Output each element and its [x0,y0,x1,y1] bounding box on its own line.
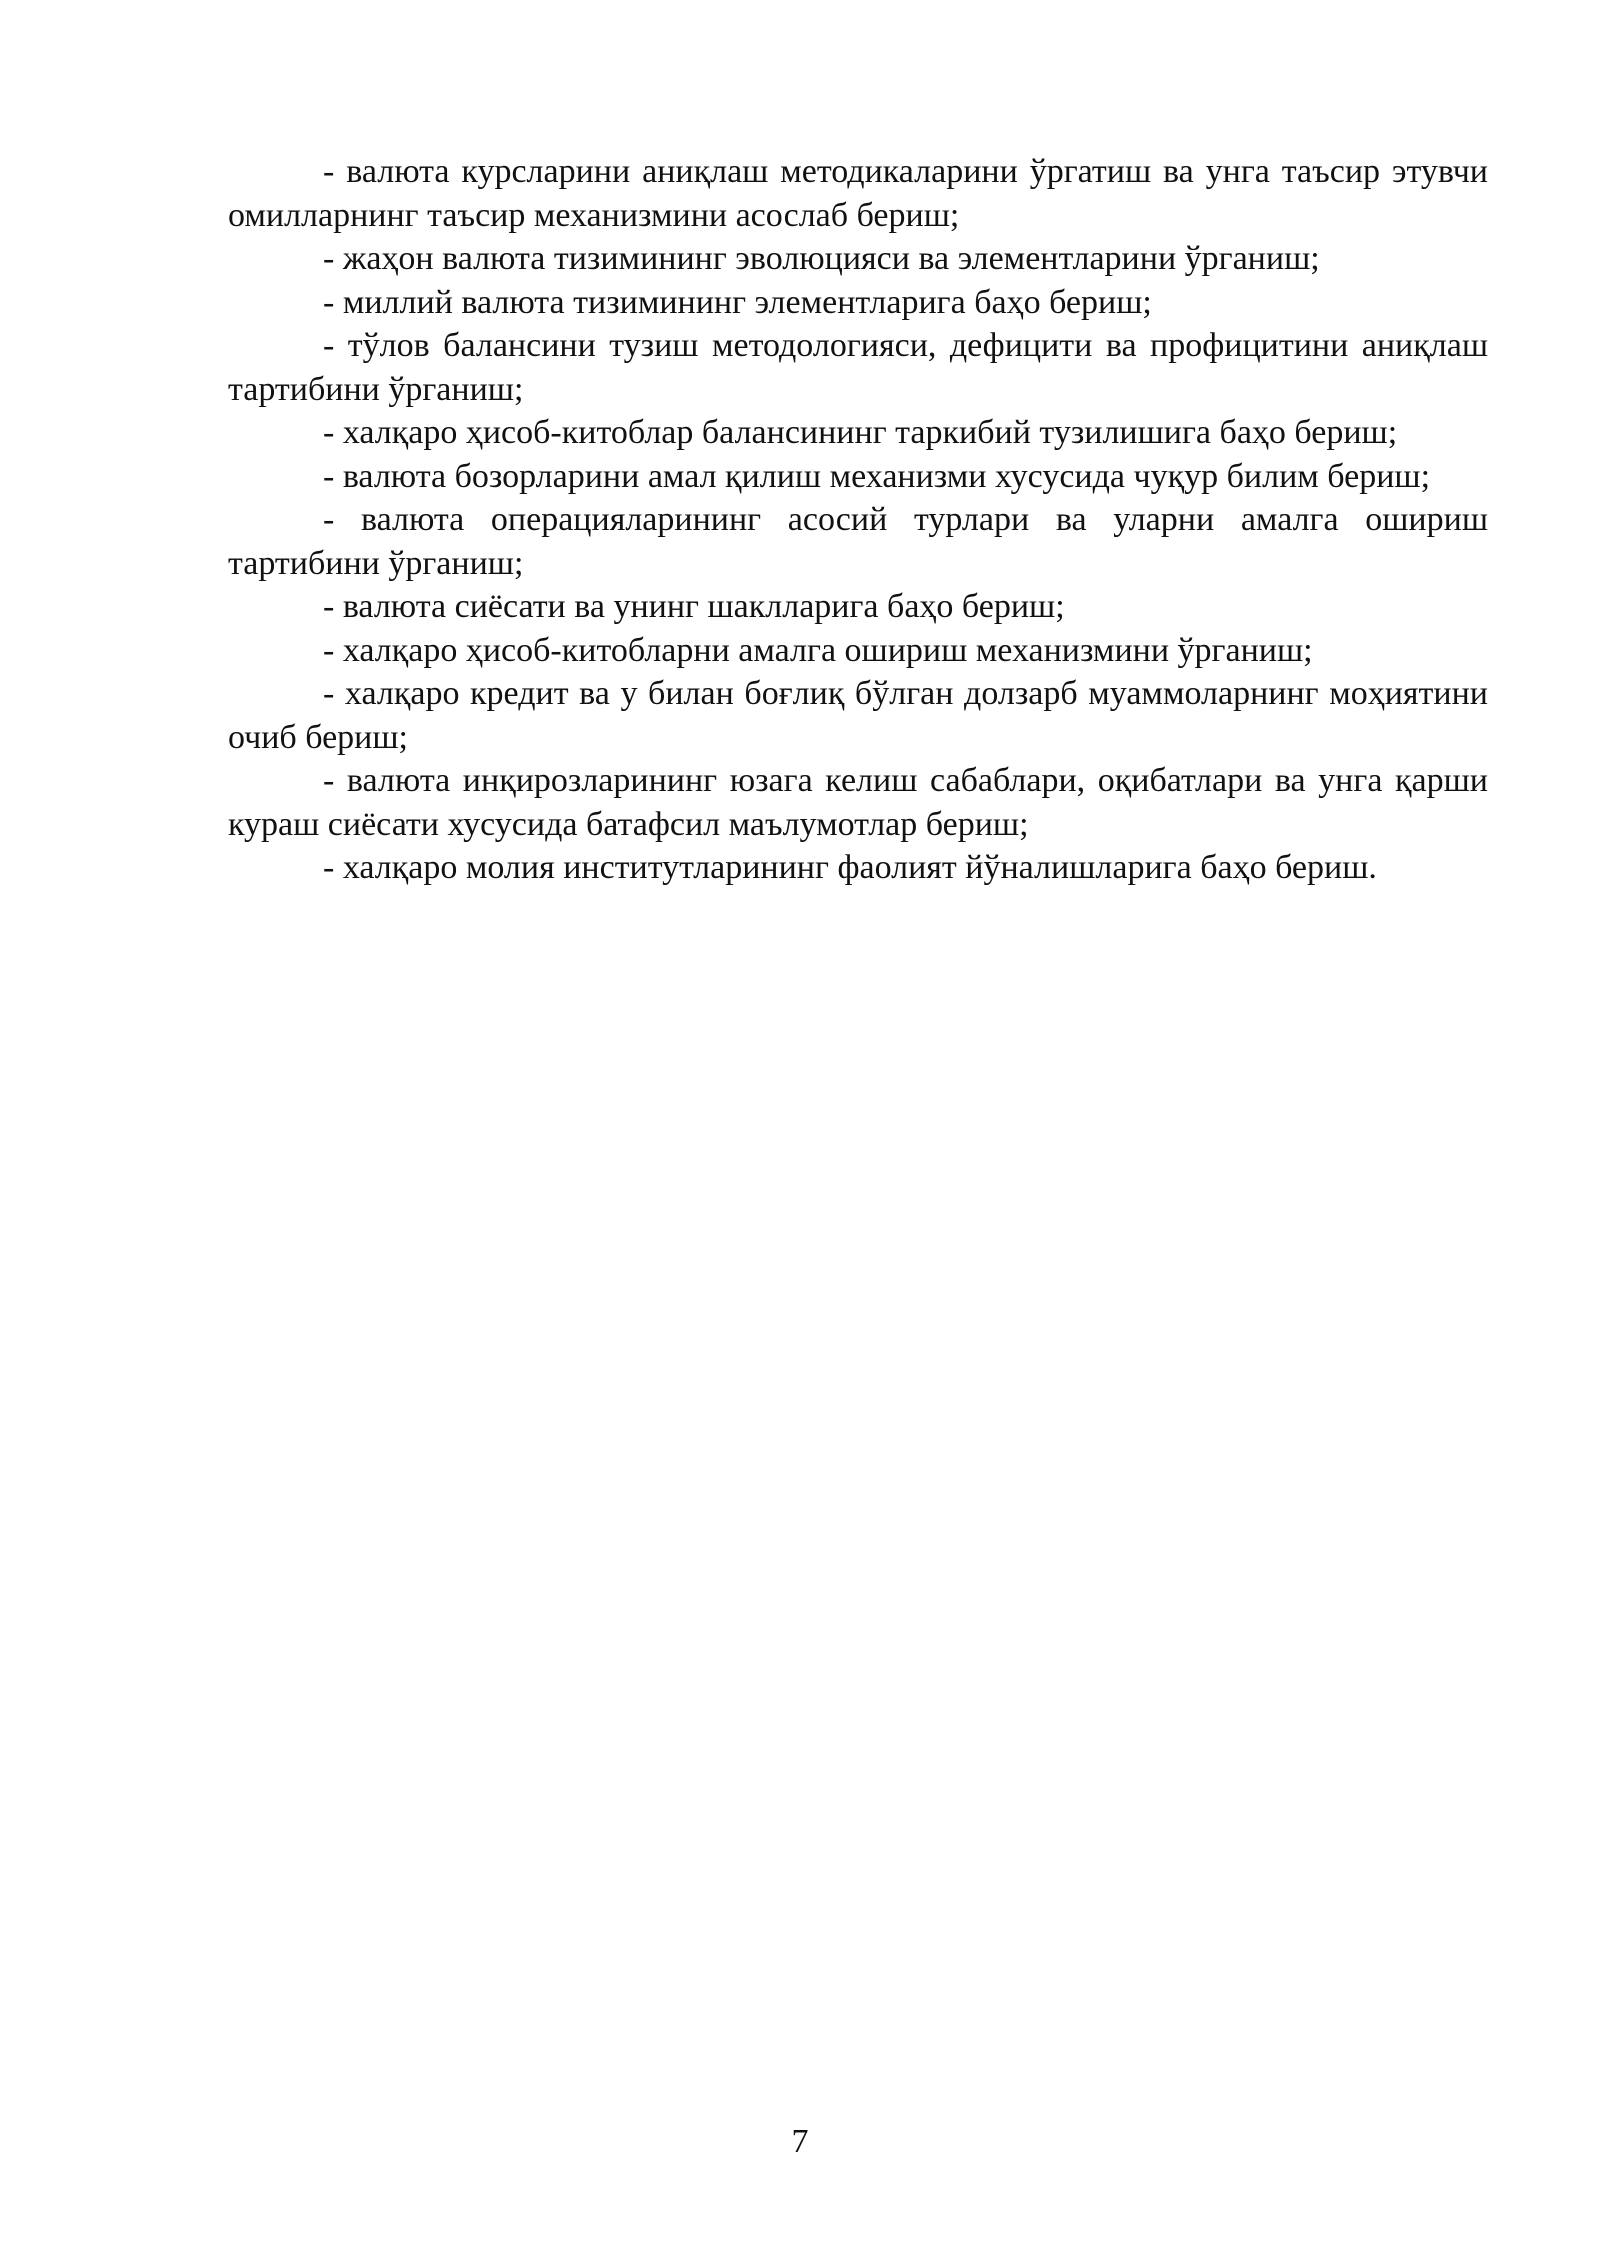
list-item: - тўлов балансини тузиш методологияси, дефицити ва профицитини аниқлаш тартибини ўрганиш; [228,327,1488,408]
list-item: - халқаро ҳисоб-китобларни амалга ошириш механизмини ўрганиш; [323,631,1313,669]
list-item: - валюта бозорларини амал қилиш механизми хусусида чуқур билим бериш; [323,457,1431,495]
list-item: - халқаро ҳисоб-китоблар балансининг таркибий тузилишига баҳо бериш; [323,414,1398,451]
list-item: - валюта инқирозларининг юзага келиш сабаблари, оқибатлари ва унга қарши кураш сиёсати хусусида батафсил маълумотлар бериш; [228,762,1488,843]
page-number: 7 [791,2123,809,2160]
objectives-list [228,150,1488,890]
list-item: - валюта операцияларининг асосий турлари ва уларни амалга ошириш тартибини ўрганиш; [228,501,1488,582]
list-item: - халқаро молия институтларининг фаолият йўналишларига баҳо бериш. [323,849,1377,886]
list-item: - миллий валюта тизимининг элементларига баҳо бериш; [323,283,1152,321]
list-item: - халқаро кредит ва у билан боғлиқ бўлган долзарб муаммоларнинг моҳиятини очиб бериш; [228,675,1488,756]
list-item: - валюта курсларини аниқлаш методикаларини ўргатиш ва унга таъсир этувчи омилларнинг таъсир механизмини асослаб бериш; [228,153,1488,234]
list-item: - жаҳон валюта тизимининг эволюцияси ва элементларини ўрганиш; [323,240,1320,277]
list-item: - валюта сиёсати ва унинг шаклларига баҳо бериш; [323,588,1065,625]
